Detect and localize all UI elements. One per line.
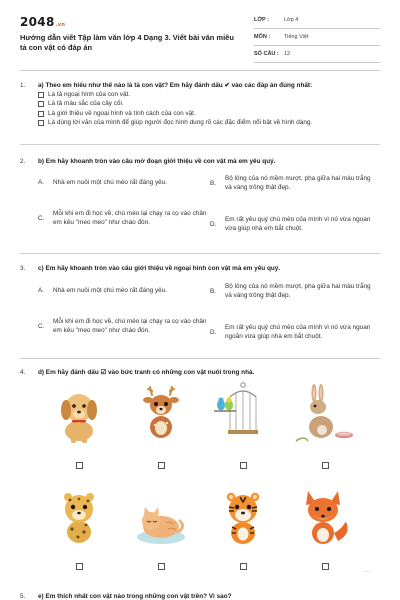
option-b[interactable]: B. Bộ lông của nó mềm mượt, pha giữa hai màu trắng và vàng trông thật đẹp. [210, 175, 371, 191]
question-number: 4. [20, 369, 26, 376]
question-number: 5. [20, 593, 26, 600]
checkbox-puppy[interactable] [76, 462, 83, 469]
question-5 [20, 592, 380, 600]
checkbox[interactable] [38, 92, 44, 98]
checkbox-birdcage[interactable] [240, 462, 247, 469]
question-text: e) Em thích nhất con vật nào trong những con vật trên? Vì sao? [38, 593, 232, 600]
divider [20, 144, 380, 145]
question-text: b) Em hãy khoanh tròn vào câu mở đoạn giới thiệu về con vật mà em yêu quý. [38, 158, 276, 165]
site-logo[interactable]: 2048.vn [20, 15, 66, 29]
question-3-options [38, 280, 378, 355]
tiger-picture [212, 485, 274, 547]
option-3[interactable]: Là giới thiệu về ngoại hình và tính cách của con vật. [20, 109, 380, 118]
checkbox-tiger[interactable] [240, 563, 247, 570]
option-c[interactable]: C. Mỗi khi em đi học về, chú mèo lại chạy ra cọ vào chân em kêu "meo meo" như chào đón. [38, 210, 207, 226]
meta-subject: MÔN : Tiếng Việt [254, 29, 380, 46]
question-number: 1. [20, 82, 26, 89]
checkbox[interactable] [38, 120, 44, 126]
option-a[interactable]: A. Nhà em nuôi một chú mèo rất đáng yêu. [38, 287, 168, 294]
checkbox-sleeping-cat[interactable] [158, 563, 165, 570]
rabbit-picture [294, 383, 356, 445]
divider [20, 70, 380, 71]
option-d[interactable]: D. Em rất yêu quý chú mèo của mình vì nó vừa ngoan ngoãn vừa giúp nhà em bắt chuột. [210, 324, 371, 340]
question-4 [20, 368, 380, 377]
divider [20, 253, 380, 254]
birdcage-picture [212, 381, 274, 443]
option-d[interactable]: D. Em rất yêu quý chú mèo của mình vì nó vừa ngoan vừa giúp nhà em bắt chuột. [210, 216, 371, 232]
option-2[interactable]: Là tả màu sắc của cây cối. [20, 99, 380, 108]
checkbox-fox[interactable] [322, 563, 329, 570]
question-2 [20, 157, 380, 166]
question-number: 2. [20, 158, 26, 165]
option-b[interactable]: B. Bộ lông của nó mềm mượt, pha giữa hai màu trắng và vàng trông thật đẹp. [210, 283, 371, 299]
fox-picture [294, 485, 356, 547]
question-2-options [38, 172, 378, 247]
ellipsis: ... [364, 567, 373, 574]
option-1[interactable]: Là tả ngoại hình của con vật. [20, 90, 380, 99]
question-text: c) Em hãy khoanh tròn vào câu giới thiệu về ngoại hình con vật mà em yêu quý. [38, 265, 281, 272]
option-4[interactable]: Là dùng lời văn của mình để giúp người đọc hình dung rõ các đặc điểm nổi bật về hình dáng. [20, 118, 380, 127]
page-title: Hướng dẫn viết Tập làm văn lớp 4 Dạng 3. Viết bài văn miêu tả con vật có đáp án [20, 33, 234, 52]
deer-picture [130, 381, 192, 443]
checkbox[interactable] [38, 111, 44, 117]
question-text: a) Theo em hiểu như thế nào là tả con vật? Em hãy đánh dấu ✔ vào các đáp án đúng nhất: [38, 82, 313, 89]
divider [20, 358, 380, 359]
meta-class: LỚP : Lớp 4 [254, 12, 380, 29]
sleeping-cat-picture [130, 487, 192, 549]
puppy-picture [48, 383, 110, 445]
checkbox-leopard[interactable] [76, 563, 83, 570]
option-a[interactable]: A. Nhà em nuôi một chú mèo rất đáng yêu. [38, 179, 168, 186]
option-c[interactable]: C. Mỗi khi em đi học về, chú mèo lại chạy ra cọ vào chân em kêu "meo meo" như chào đón. [38, 318, 207, 334]
question-3 [20, 264, 380, 273]
checkbox-rabbit[interactable] [322, 462, 329, 469]
checkbox-deer[interactable] [158, 462, 165, 469]
question-text: d) Em hãy đánh dấu ☑ vào bức tranh có những con vật nuôi trong nhà. [38, 369, 255, 376]
question-1 [20, 81, 380, 128]
meta-question-count: SỐ CÂU : 12 [254, 46, 380, 63]
question-number: 3. [20, 265, 26, 272]
leopard-picture [48, 485, 110, 547]
checkbox[interactable] [38, 101, 44, 107]
